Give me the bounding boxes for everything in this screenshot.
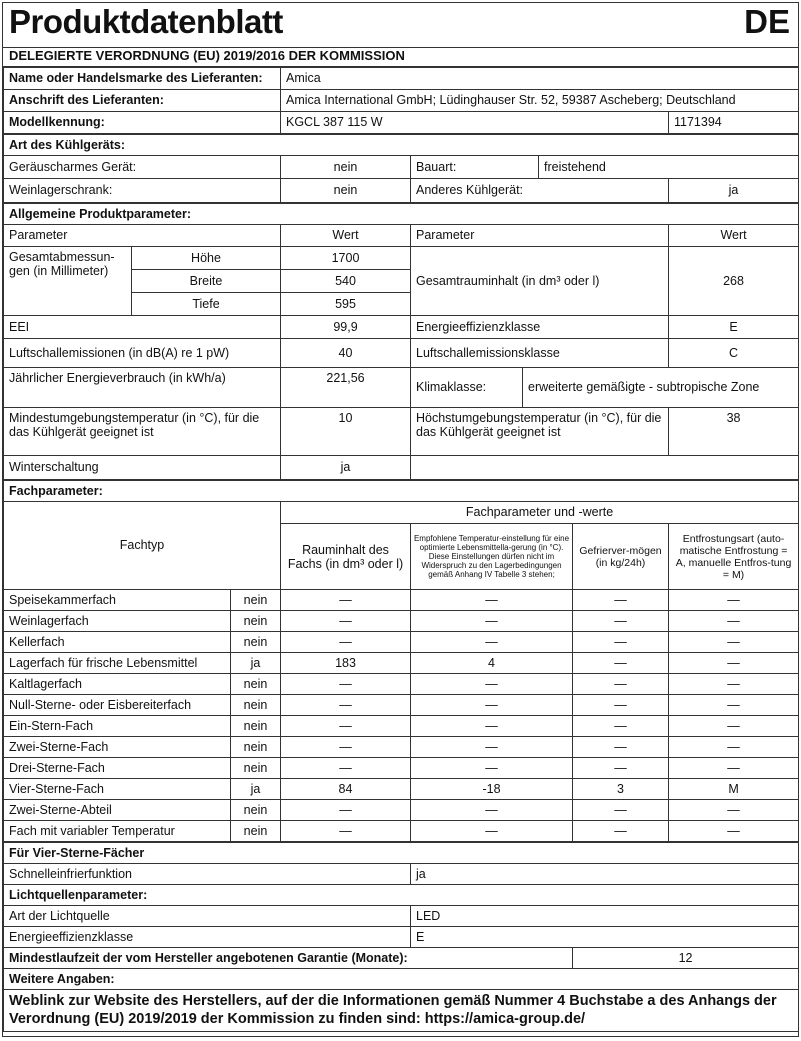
- compartment-name: Zwei-Sterne-Abteil: [4, 800, 231, 821]
- eei-label: EEI: [4, 316, 281, 339]
- col-temp-header: Empfohlene Temperatur-einstellung für eine optimierte Lebensmittella-gerung (in °C). Diese Einstellungen dürfen nicht im Widerspruch zu den Lagerbedingungen gemäß Anhang IV Tabelle 3 stehen;: [411, 524, 573, 590]
- quick-freeze-value: ja: [411, 864, 799, 885]
- compartment-name: Kellerfach: [4, 632, 231, 653]
- four-star-heading: Für Vier-Sterne-Fächer: [4, 843, 799, 864]
- climate-class-value: erweiterte gemäßigte - subtropische Zone: [523, 368, 799, 408]
- compartment-name: Lagerfach für frische Lebensmittel: [4, 653, 231, 674]
- compartment-freeze: —: [573, 737, 669, 758]
- warranty-value: 12: [573, 948, 799, 969]
- compartment-defrost: —: [669, 716, 799, 737]
- compartment-defrost: M: [669, 779, 799, 800]
- compartment-type-header: Fachtyp: [4, 502, 281, 590]
- compartment-name: Null-Sterne- oder Eisbereiterfach: [4, 695, 231, 716]
- param-header-right: Parameter: [411, 225, 669, 247]
- compartment-defrost: —: [669, 674, 799, 695]
- param-header-left: Parameter: [4, 225, 281, 247]
- compartment-present: ja: [231, 779, 281, 800]
- page-title: Produktdatenblatt: [9, 3, 283, 40]
- noise-value: 40: [281, 339, 411, 368]
- compartment-defrost: —: [669, 695, 799, 716]
- height-label: Höhe: [132, 247, 281, 270]
- compartment-volume: —: [281, 800, 411, 821]
- compartment-present: nein: [231, 695, 281, 716]
- energy-consumption-value: 221,56: [281, 368, 411, 408]
- width-label: Breite: [132, 270, 281, 293]
- sheet-header: [3, 3, 798, 48]
- compartment-defrost: —: [669, 653, 799, 674]
- compartment-freeze: —: [573, 821, 669, 842]
- manufacturer-weblink: Weblink zur Website des Herstellers, auf der die Informationen gemäß Nummer 4 Buchstabe a des Anhangs der Verordnung (EU) 2019/2019 der Kommission zu finden sind: https://amica-group.de/: [4, 990, 799, 1032]
- light-class-value: E: [411, 927, 799, 948]
- value-header-right: Wert: [669, 225, 799, 247]
- noise-label: Luftschallemissionen (in dB(A) re 1 pW): [4, 339, 281, 368]
- compartment-volume: 183: [281, 653, 411, 674]
- table-row: [4, 821, 799, 842]
- compartment-temp: 4: [411, 653, 573, 674]
- noise-class-value: C: [669, 339, 799, 368]
- table-row: [4, 800, 799, 821]
- min-temp-value: 10: [281, 408, 411, 456]
- compartment-present: nein: [231, 674, 281, 695]
- compartment-name: Speisekammerfach: [4, 590, 231, 611]
- model-label: Modellkennung:: [4, 112, 281, 134]
- value-header-left: Wert: [281, 225, 411, 247]
- depth-label: Tiefe: [132, 293, 281, 316]
- quick-freeze-label: Schnelleinfrierfunktion: [4, 864, 411, 885]
- compartment-defrost: —: [669, 821, 799, 842]
- compartment-name: Ein-Stern-Fach: [4, 716, 231, 737]
- supplier-address-value: Amica International GmbH; Lüdinghauser Str. 52, 59387 Ascheberg; Deutschland: [281, 90, 799, 112]
- compartment-freeze: —: [573, 590, 669, 611]
- compartment-freeze: —: [573, 674, 669, 695]
- height-value: 1700: [281, 247, 411, 270]
- compartment-present: nein: [231, 611, 281, 632]
- compartment-name: Drei-Sterne-Fach: [4, 758, 231, 779]
- energy-consumption-label: Jährlicher Energieverbrauch (in kWh/a): [4, 368, 281, 408]
- compartment-volume: —: [281, 695, 411, 716]
- table-row: [4, 779, 799, 800]
- total-volume-value: 268: [669, 247, 799, 316]
- light-type-label: Art der Lichtquelle: [4, 906, 411, 927]
- supplier-name-label: Name oder Handelsmarke des Lieferanten:: [4, 68, 281, 90]
- compartment-volume: —: [281, 737, 411, 758]
- compartment-volume: 84: [281, 779, 411, 800]
- efficiency-class-value: E: [669, 316, 799, 339]
- compartment-temp: —: [411, 737, 573, 758]
- compartment-freeze: —: [573, 800, 669, 821]
- compartment-temp: —: [411, 611, 573, 632]
- winter-switch-label: Winterschaltung: [4, 456, 281, 480]
- compartment-freeze: —: [573, 758, 669, 779]
- compartment-volume: —: [281, 674, 411, 695]
- compartment-defrost: —: [669, 611, 799, 632]
- regulation-title: DELEGIERTE VERORDNUNG (EU) 2019/2016 DER KOMMISSION: [9, 48, 405, 63]
- compartment-temp: —: [411, 632, 573, 653]
- design-label: Bauart:: [411, 156, 539, 179]
- other-appliance-value: ja: [669, 179, 799, 203]
- compartment-present: nein: [231, 821, 281, 842]
- table-row: [4, 737, 799, 758]
- appliance-type-table: [3, 134, 799, 203]
- compartment-volume: —: [281, 590, 411, 611]
- width-value: 540: [281, 270, 411, 293]
- compartment-volume: —: [281, 632, 411, 653]
- general-parameters-table: [3, 203, 799, 480]
- compartment-present: nein: [231, 716, 281, 737]
- climate-class-label: Klimaklasse:: [411, 368, 523, 408]
- compartment-temp: —: [411, 821, 573, 842]
- compartment-freeze: —: [573, 611, 669, 632]
- max-temp-value: 38: [669, 408, 799, 456]
- compartment-defrost: —: [669, 632, 799, 653]
- compartment-name: Weinlagerfach: [4, 611, 231, 632]
- compartment-temp: —: [411, 695, 573, 716]
- light-class-label: Energieeffizienzklasse: [4, 927, 411, 948]
- wine-cabinet-label: Weinlagerschrank:: [4, 179, 281, 203]
- compartment-params-header: Fachparameter und -werte: [281, 502, 799, 524]
- supplier-name-value: Amica: [281, 68, 799, 90]
- compartment-present: ja: [231, 653, 281, 674]
- compartment-freeze: —: [573, 695, 669, 716]
- table-row: [4, 758, 799, 779]
- eei-value: 99,9: [281, 316, 411, 339]
- depth-value: 595: [281, 293, 411, 316]
- compartment-present: nein: [231, 632, 281, 653]
- compartment-temp: —: [411, 758, 573, 779]
- compartment-name: Vier-Sterne-Fach: [4, 779, 231, 800]
- table-row: [4, 653, 799, 674]
- winter-switch-value: ja: [281, 456, 411, 480]
- low-noise-value: nein: [281, 156, 411, 179]
- max-temp-label: Höchstumgebungstemperatur (in °C), für die das Kühlgerät geeignet ist: [411, 408, 669, 456]
- warranty-label: Mindestlaufzeit der vom Hersteller angebotenen Garantie (Monate):: [4, 948, 573, 969]
- compartment-heading: Fachparameter:: [4, 481, 799, 502]
- table-row: [4, 674, 799, 695]
- supplier-address-label: Anschrift des Lieferanten:: [4, 90, 281, 112]
- compartment-temp: —: [411, 800, 573, 821]
- table-row: [4, 716, 799, 737]
- other-appliance-label: Anderes Kühlgerät:: [411, 179, 669, 203]
- col-defrost-header: Entfrostungsart (auto-matische Entfrostung = A, manuelle Entfros-tung = M): [669, 524, 799, 590]
- compartment-freeze: —: [573, 632, 669, 653]
- compartment-defrost: —: [669, 758, 799, 779]
- compartment-temp: —: [411, 716, 573, 737]
- table-row: [4, 590, 799, 611]
- compartment-present: nein: [231, 758, 281, 779]
- extra-table: [3, 842, 799, 1032]
- design-value: freistehend: [539, 156, 799, 179]
- light-heading: Lichtquellenparameter:: [4, 885, 799, 906]
- table-row: [4, 632, 799, 653]
- supplier-table: [3, 67, 799, 134]
- compartment-freeze: —: [573, 653, 669, 674]
- model-number: 1171394: [669, 112, 799, 134]
- model-value: KGCL 387 115 W: [281, 112, 669, 134]
- efficiency-class-label: Energieeffizienzklasse: [411, 316, 669, 339]
- compartment-temp: -18: [411, 779, 573, 800]
- compartment-volume: —: [281, 716, 411, 737]
- compartment-defrost: —: [669, 590, 799, 611]
- wine-cabinet-value: nein: [281, 179, 411, 203]
- winter-switch-empty: [411, 456, 799, 480]
- compartment-defrost: —: [669, 737, 799, 758]
- compartment-present: nein: [231, 590, 281, 611]
- compartment-defrost: —: [669, 800, 799, 821]
- compartment-freeze: —: [573, 716, 669, 737]
- language-code: DE: [744, 3, 790, 40]
- col-freeze-header: Gefrierver-mögen (in kg/24h): [573, 524, 669, 590]
- appliance-type-heading: Art des Kühlgeräts:: [4, 135, 799, 156]
- light-type-value: LED: [411, 906, 799, 927]
- compartment-name: Kaltlagerfach: [4, 674, 231, 695]
- table-row: [4, 695, 799, 716]
- compartment-present: nein: [231, 737, 281, 758]
- compartment-present: nein: [231, 800, 281, 821]
- dimensions-label: Gesamtabmessun-gen (in Millimeter): [4, 247, 132, 316]
- compartment-name: Zwei-Sterne-Fach: [4, 737, 231, 758]
- compartment-volume: —: [281, 758, 411, 779]
- min-temp-label: Mindestumgebungstemperatur (in °C), für die das Kühlgerät geeignet ist: [4, 408, 281, 456]
- general-heading: Allgemeine Produktparameter:: [4, 204, 799, 225]
- product-data-sheet: [2, 2, 799, 1037]
- compartment-volume: —: [281, 611, 411, 632]
- compartment-temp: —: [411, 590, 573, 611]
- compartment-rows: [4, 590, 799, 842]
- table-row: [4, 611, 799, 632]
- further-heading: Weitere Angaben:: [4, 969, 799, 990]
- col-volume-header: Rauminhalt des Fachs (in dm³ oder l): [281, 524, 411, 590]
- compartment-table: [3, 480, 799, 842]
- compartment-freeze: 3: [573, 779, 669, 800]
- noise-class-label: Luftschallemissionsklasse: [411, 339, 669, 368]
- low-noise-label: Geräuscharmes Gerät:: [4, 156, 281, 179]
- regulation-bar: [3, 48, 798, 67]
- compartment-temp: —: [411, 674, 573, 695]
- total-volume-label: Gesamtrauminhalt (in dm³ oder l): [411, 247, 669, 316]
- compartment-volume: —: [281, 821, 411, 842]
- compartment-name: Fach mit variabler Temperatur: [4, 821, 231, 842]
